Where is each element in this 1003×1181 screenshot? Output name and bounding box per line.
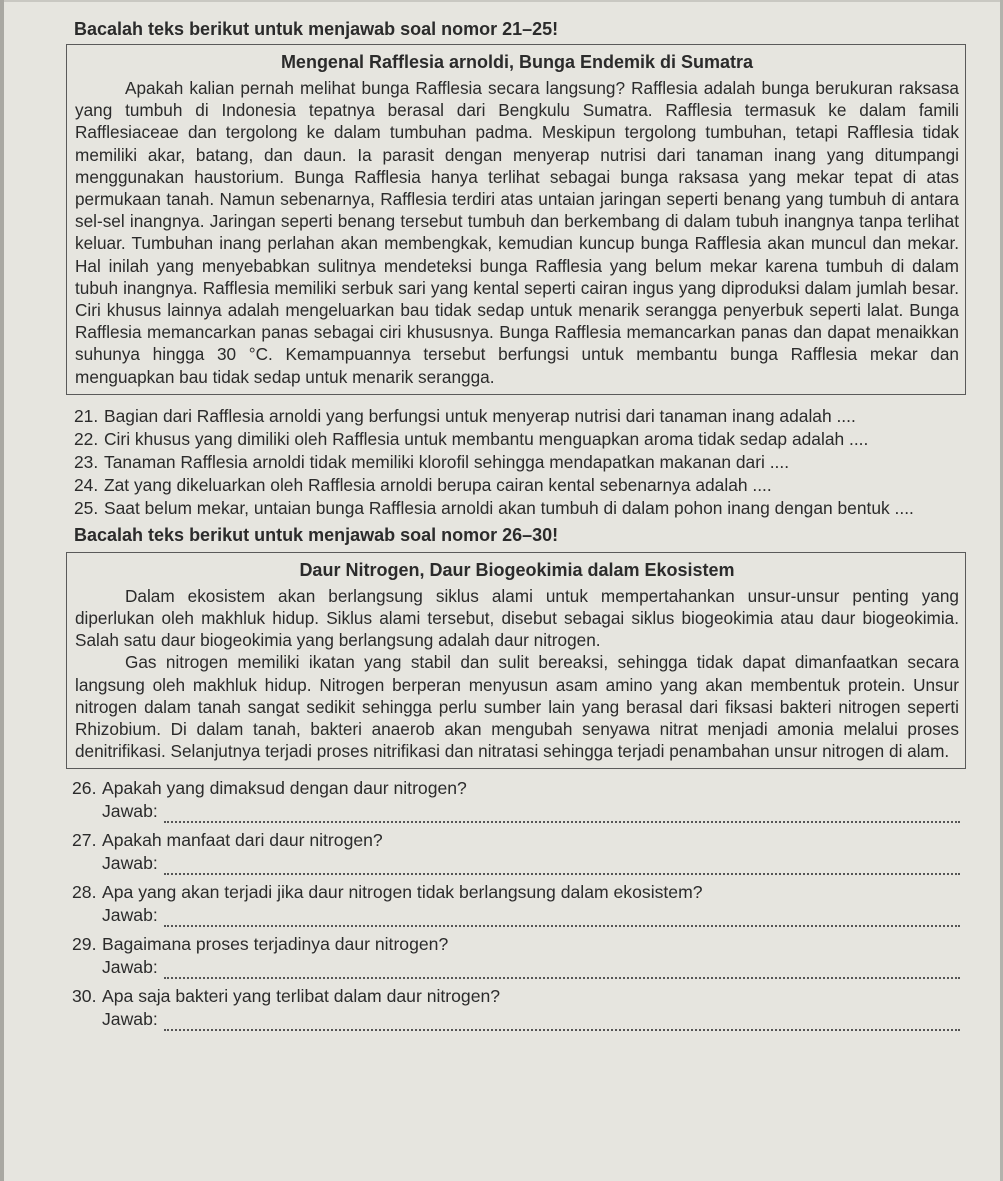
reading-box-rafflesia xyxy=(66,44,966,395)
question-item: 23. Tanaman Rafflesia arnoldi tidak memiliki klorofil sehingga mendapatkan makanan dari .... xyxy=(74,451,790,472)
reading-title-nitrogen: Daur Nitrogen, Daur Biogeokimia dalam Ekosistem xyxy=(299,559,735,580)
essay-question-item: 30. Apa saja bakteri yang terlibat dalam daur nitrogen? Jawab: xyxy=(72,985,966,1031)
question-list-26-30 xyxy=(72,777,966,1031)
answer-line[interactable]: Jawab: xyxy=(72,904,966,927)
section2-instruction: Bacalah teks berikut untuk menjawab soal nomor 26–30! xyxy=(74,524,559,545)
reading-paragraph-rafflesia: Apakah kalian pernah melihat bunga Rafflesia secara langsung? Rafflesia adalah bunga berukuran raksasa yang tumbuh di Indonesia tepatnya berasal dari Bengkulu Sumatra. Rafflesia termasuk ke dalam famili Rafflesiaceae dan tergolong ke dalam tumbuhan padma. Meskipun tergolong tumbuhan, tetapi Rafflesia tidak memiliki akar, batang, dan daun. Ia parasit dengan menyerap nutrisi dari tanaman inang yang ditumpangi menggunakan haustorium. Bunga Rafflesia hanya terlihat sebagai bunga raksasa yang mekar tepat di atas permukaan tanah. Namun sebenarnya, Rafflesia terdiri atas untaian jaringan seperti benang yang tumbuh di antara sel-sel inangnya. Jaringan seperti benang tersebut tumbuh dan berkembang di dalam tubuh inangnya tanpa terlihat keluar. Tumbuhan inang perlahan akan membengkak, kemudian kuncup bunga Rafflesia akan muncul dan mekar. Hal inilah yang menyebabkan sulitnya mendeteksi bunga Rafflesia yang belum mekar karena tumbuh di dalam tubuh inangnya. Rafflesia memiliki serbuk sari yang kental seperti cairan ingus yang diproduksi dalam jumlah besar. Ciri khusus lainnya adalah mengeluarkan bau tidak sedap untuk menarik serangga penyerbuk seperti lalat. Bunga Rafflesia memancarkan panas sebagai ciri khususnya. Bunga Rafflesia memancarkan panas dan dapat menaikkan suhunya hingga 30 °C. Kemampuannya tersebut berfungsi untuk membantu bunga Rafflesia mekar dan menguapkan bau tidak sedap untuk menarik serangga. xyxy=(75,78,959,387)
question-item: 22. Ciri khusus yang dimiliki oleh Rafflesia untuk membantu menguapkan aroma tidak sedap adalah .... xyxy=(74,428,869,449)
answer-line[interactable]: Jawab: xyxy=(72,1008,966,1031)
question-item: 21. Bagian dari Rafflesia arnoldi yang berfungsi untuk menyerap nutrisi dari tanaman inang adalah .... xyxy=(74,405,856,426)
essay-question-item: 29. Bagaimana proses terjadinya daur nitrogen? Jawab: xyxy=(72,933,966,979)
question-list-21-25 xyxy=(74,405,966,520)
reading-paragraph-nitrogen-1: Dalam ekosistem akan berlangsung siklus alami untuk mempertahankan unsur-unsur penting yang diperlukan oleh makhluk hidup. Siklus alami tersebut, disebut sebagai siklus biogeokimia atau daur biogeokimia. Salah satu daur biogeokimia yang berlangsung adalah daur nitrogen. xyxy=(75,585,959,651)
section1-instruction: Bacalah teks berikut untuk menjawab soal nomor 21–25! xyxy=(74,19,559,39)
essay-question-item: 28. Apa yang akan terjadi jika daur nitrogen tidak berlangsung dalam ekosistem? Jawab: xyxy=(72,881,966,927)
worksheet-page xyxy=(4,2,1000,1181)
question-item: 24. Zat yang dikeluarkan oleh Rafflesia arnoldi berupa cairan kental sebenarnya adalah .... xyxy=(74,474,772,495)
essay-question-item: 27. Apakah manfaat dari daur nitrogen? Jawab: xyxy=(72,829,966,875)
answer-line[interactable]: Jawab: xyxy=(72,956,966,979)
reading-title-rafflesia: Mengenal Rafflesia arnoldi, Bunga Endemik di Sumatra xyxy=(280,52,754,72)
essay-question-item: 26. Apakah yang dimaksud dengan daur nitrogen? Jawab: xyxy=(72,777,966,823)
reading-box-nitrogen xyxy=(66,552,966,770)
question-item: 25. Saat belum mekar, untaian bunga Rafflesia arnoldi akan tumbuh di dalam pohon inang dengan bentuk .... xyxy=(74,497,914,518)
answer-line[interactable]: Jawab: xyxy=(72,800,966,823)
answer-line[interactable]: Jawab: xyxy=(72,852,966,875)
reading-paragraph-nitrogen-2: Gas nitrogen memiliki ikatan yang stabil dan sulit bereaksi, sehingga tidak dapat dimanfaatkan secara langsung oleh makhluk hidup. Nitrogen berperan menyusun asam amino yang akan membentuk protein. Unsur nitrogen dalam tanah sangat sedikit sehingga perlu sumber lain yang berasal dari fiksasi bakteri nitrogen seperti Rhizobium. Di dalam tanah, bakteri anaerob akan mengubah senyawa nitrat menjadi amonia melalui proses denitrifikasi. Selanjutnya terjadi proses nitrifikasi dan nitratasi sehingga terjadi penambahan unsur nitrogen di alam. xyxy=(75,652,959,762)
